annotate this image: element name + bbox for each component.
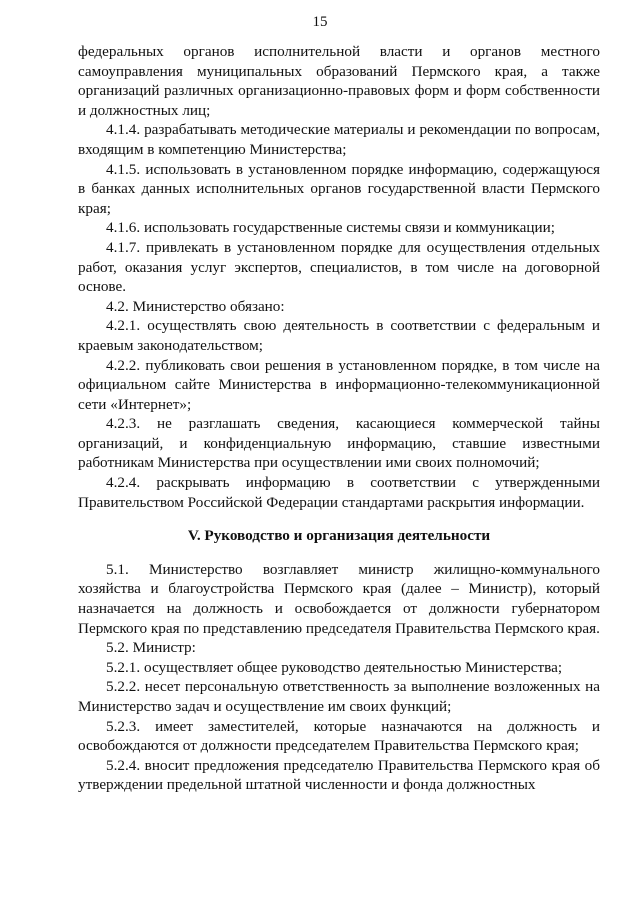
- paragraph-4-1-7: 4.1.7. привлекать в установленном порядке для осуществления отдельных работ, оказания услуг экспертов, специалистов, в том числе на договорной основе.: [78, 238, 600, 296]
- paragraph-5-2-4: 5.2.4. вносит предложения председателю Правительства Пермского края об утверждении предельной штатной численности и фонда должностных: [78, 756, 600, 794]
- paragraph-5-2: 5.2. Министр:: [106, 639, 196, 657]
- paragraph-continuation: федеральных органов исполнительной власти и органов местного самоуправления муниципальных образований Пермского края, а также организаций различных организационно-правовых форм и форм собственности и должностных лиц;: [78, 43, 600, 119]
- paragraph-4-1-6: 4.1.6. использовать государственные системы связи и коммуникации;: [106, 219, 555, 237]
- paragraph-4-2: 4.2. Министерство обязано:: [106, 297, 285, 315]
- paragraph-5-2-1: 5.2.1. осуществляет общее руководство деятельностью Министерства;: [106, 658, 563, 676]
- paragraph-4-2-4: 4.2.4. раскрывать информацию в соответствии с утвержденными Правительством Российской Федерации стандартами раскрытия информации.: [78, 474, 600, 511]
- paragraph-4-1-4: 4.1.4. разрабатывать методические материалы и рекомендации по вопросам, входящим в компетенцию Министерства;: [78, 121, 600, 158]
- section-heading: V. Руководство и организация деятельности: [187, 527, 491, 545]
- paragraph-4-2-1: 4.2.1. осуществлять свою деятельность в соответствии с федеральным и краевым законодательством;: [78, 317, 600, 354]
- paragraph-4-2-3: 4.2.3. не разглашать сведения, касающиеся коммерческой тайны организаций, и конфиденциальную информацию, ставшие известными работникам Министерства при осуществлении ими своих полномочий;: [78, 415, 600, 472]
- page-number: 15: [312, 14, 328, 30]
- paragraph-5-2-3: 5.2.3. имеет заместителей, которые назначаются на должность и освобождаются от должности председателем Правительства Пермского края;: [78, 717, 600, 755]
- paragraph-5-1: 5.1. Министерство возглавляет министр жилищно-коммунального хозяйства и благоустройства Пермского края (далее – Министр), который назначается на должность и освобождается от должности губернатором Пермского края по представлению председателя Правительства Пермского края.: [78, 560, 600, 637]
- paragraph-4-2-2: 4.2.2. публиковать свои решения в установленном порядке, в том числе на официальном сайте Министерства в информационно-телекоммуникационной сети «Интернет»;: [78, 356, 600, 413]
- paragraph-4-1-5: 4.1.5. использовать в установленном порядке информацию, содержащуюся в банках данных исполнительных органов государственной власти Пермского края;: [78, 160, 600, 217]
- document-body: [78, 42, 600, 795]
- paragraph-5-2-2: 5.2.2. несет персональную ответственность за выполнение возложенных на Министерство задач и осуществление им своих функций;: [78, 678, 600, 715]
